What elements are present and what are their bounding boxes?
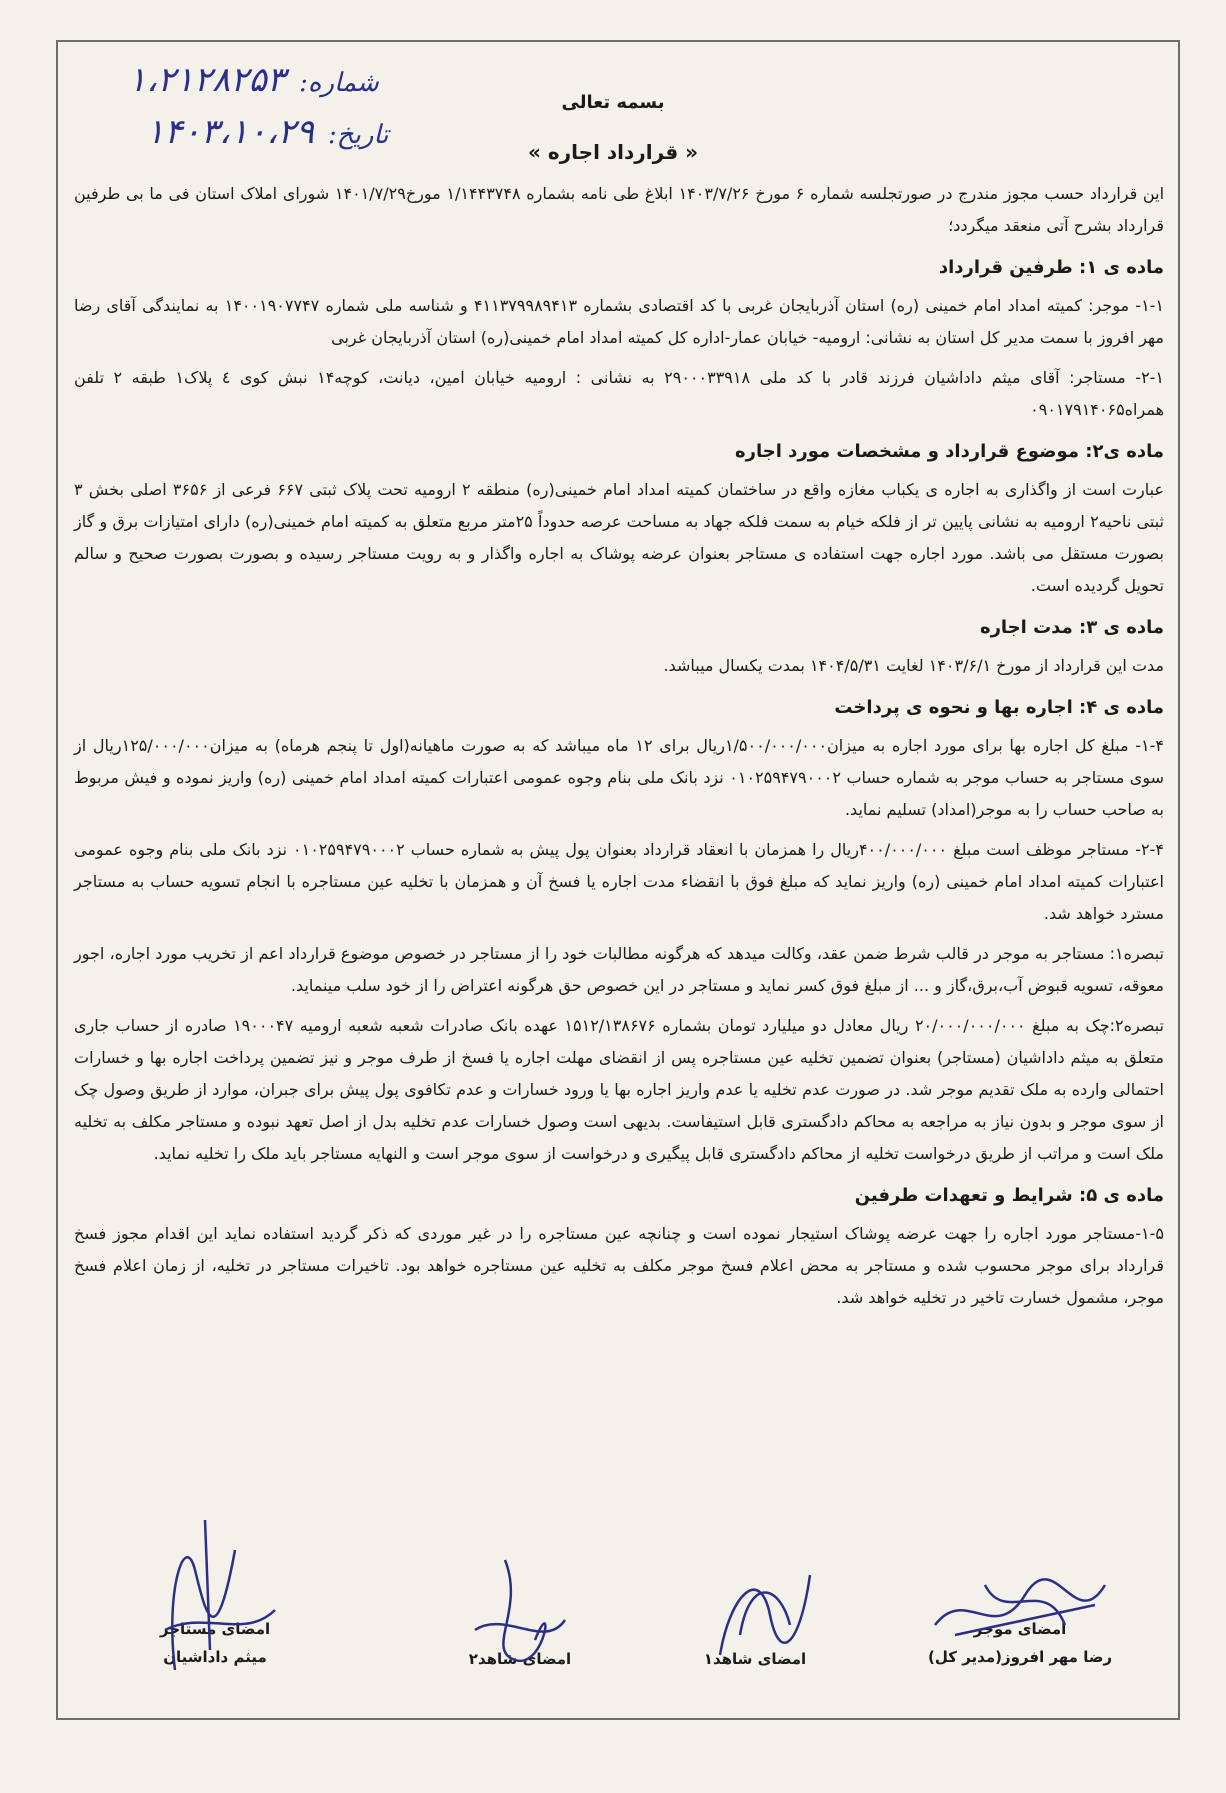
signature-scribble-icon — [700, 1555, 820, 1665]
paragraph: ۲-۱- مستاجر: آقای میثم داداشیان فرزند قادر با کد ملی ۲۹۰۰۰۳۳۹۱۸ به نشانی : ارومیه خیابان امین، دیانت، کوچه۱۴ نبش کوی ٤ پلاک۱ طبقه ۲ تلفن همراه۰۹۰۱۷۹۱۴۰۶۵ — [74, 368, 1165, 419]
paragraph: عبارت است از واگذاری به اجاره ی یکباب مغازه واقع در ساختمان کمیته امداد امام خمینی(ره) منطقه ۲ ارومیه تحت پلاک ثبتی ۶۶۷ فرعی از ۳۶۵۶ اصلی بخش ۳ ثبتی ناحیه۲ ارومیه به نشانی پایین تر از فلکه خیام به سمت فلکه جهاد به مساحت عرصه حدوداً ۲۵متر مربع متعلق به کمیته امام خمینی(ره) دارای امتیازات برق و گاز بصورت مستقل می باشد. مورد اجاره جهت استفاده ی مستاجر بعنوان عرضه پوشاک به اجاره واگذار و به رویت مستاجر رسیده و بصورت بصورت صحیح و سالم تحویل گردیده است. — [74, 480, 1165, 595]
paragraph: ۱-۴- مبلغ کل اجاره بها برای مورد اجاره به میزان۱/۵۰۰/۰۰۰/۰۰۰ریال برای ۱۲ ماه میباشد که به صورت ماهیانه(اول تا پنجم هرماه) به میزان۱۲۵/۰۰۰/۰۰۰ریال از سوی مستاجر به حساب موجر به شماره حساب ۰۱۰۲۵۹۴۷۹۰۰۰۲ نزد بانک ملی بنام وجوه عمومی اعتبارات کمیته امداد امام خمینی (ره) واریز نموده و فیش مربوط به صاحب حساب را به موجر(امداد) تسلیم نماید. — [74, 736, 1165, 819]
paragraph: مدت این قرارداد از مورخ ۱۴۰۳/۶/۱ لغایت ۱۴۰۴/۵/۳۱ بمدت یکسال میباشد. — [663, 656, 1164, 675]
lessor-signature — [920, 1620, 1120, 1666]
section-5 — [74, 1180, 1164, 1314]
section-title: ماده ی۲: موضوع قرارداد و مشخصات مورد اجاره — [734, 441, 1164, 462]
signature-label: امضای شاهد۲ — [468, 1650, 572, 1668]
section-2 — [74, 436, 1164, 602]
lessee-signature — [130, 1620, 300, 1666]
note-paragraph: تبصره۲:چک به مبلغ ۲۰/۰۰۰/۰۰۰/۰۰۰ ریال معادل دو میلیارد تومان بشماره ۱۵۱۲/۱۳۸۶۷۶ عهده بانک صادرات شعبه شعبه ارومیه ۱۹۰۰۰۴۷ صادره از حساب جاری متعلق به میثم داداشیان (مستاجر) بعنوان تضمین تخلیه عین مستاجره پس از انقضای مهلت اجاره یا فسخ از طرف موجر و نیز تضمین پرداخت اجاره بها و خسارات احتمالی وارده به ملک تقدیم موجر شد. در صورت عدم تخلیه یا عدم واریز اجاره بها یا ورود خسارات و عدم تکافوی پول پیش برای جبران، موارد از طریق وصول چک از سوی موجر و بدون نیاز به مراجعه به محاکم دادگستری قابل استیفاست. بدیهی است وصول خسارات عدم تخلیه بدل از اصل تعهد نبوده و مستاجر مکلف به تخلیه ملک است و مراتب از طریق درخواست تخلیه از محاکم دادگستری قابل پیگیری و درخواست از سوی موجر است و النهایه مستاجر باید ملک را تخلیه نماید. — [74, 1016, 1165, 1163]
signature-scribble-icon — [465, 1550, 575, 1670]
section-title: ماده ی ۱: طرفین قرارداد — [938, 257, 1164, 278]
contract-body — [74, 178, 1164, 1322]
paragraph: ۲-۴- مستاجر موظف است مبلغ ۴۰۰/۰۰۰/۰۰۰ریال را همزمان با انعقاد قرارداد بعنوان پول پیش به شماره حساب ۰۱۰۲۵۹۴۷۹۰۰۰۲ نزد بانک ملی بنام وجوه عمومی اعتبارات کمیته امداد امام خمینی (ره) واریز نماید که مبلغ فوق با انقضاء مدت اجاره یا فسخ آن و همزمان با تخلیه عین مستاجره با انجام تسویه حساب به مستاجر مسترد خواهد شد. — [74, 840, 1164, 923]
note-paragraph: تبصره۱: مستاجر به موجر در قالب شرط ضمن عقد، وکالت میدهد که هرگونه مطالبات خود را از مستاجر در خصوص موضوع قرارداد اعم از تخریب مورد اجاره، اجور معوقه، تسویه قبوض آب،برق،گاز و ... از مبلغ فوق کسر نماید و مستاجر در این خصوص حق هرگونه اعتراض را از خود سلب مینماید. — [74, 944, 1164, 995]
section-1 — [74, 252, 1164, 426]
witness1-signature — [680, 1650, 830, 1668]
invocation: بسمه تعالی — [561, 92, 665, 113]
date-label: تاریخ: — [328, 120, 389, 150]
paragraph: ۱-۱- موجر: کمیته امداد امام خمینی (ره) استان آذربایجان غربی با کد اقتصادی بشماره ۴۱۱۳۷۹۹۸۹۴۱۳ و شناسه ملی شماره ۱۴۰۰۱۹۰۷۷۴۷ به نمایندگی آقای رضا مهر افروز با سمت مدیر کل استان به نشانی: ارومیه- خیابان عمار-اداره کل کمیته امداد امام خمینی(ره) استان آذربایجان غربی — [74, 296, 1165, 347]
intro-paragraph: این قرارداد حسب مجوز مندرج در صورتجلسه شماره ۶ مورخ ۱۴۰۳/۷/۲۶ ابلاغ طی نامه بشماره ۱/۱۴۴۳۷۴۸ مورخ۱۴۰۱/۷/۲۹ شورای املاک استان فی ما بی طرفین قرارداد بشرح آتی منعقد میگردد؛ — [74, 184, 1165, 235]
section-4 — [74, 692, 1164, 1170]
signature-label: امضای مستاجر — [159, 1620, 271, 1638]
signer-name: رضا مهر افروز(مدیر کل) — [928, 1648, 1112, 1666]
section-title: ماده ی ۳: مدت اجاره — [979, 617, 1164, 638]
signature-block — [70, 1520, 1160, 1690]
section-title: ماده ی ۵: شرایط و تعهدات طرفین — [854, 1185, 1164, 1206]
signer-name: میثم داداشیان — [163, 1648, 267, 1666]
number-value: ۱،۲۱۲۸۲۵۳ — [128, 60, 286, 100]
page-title: « قرارداد اجاره » — [527, 140, 699, 164]
section-3 — [74, 612, 1164, 682]
signature-label: امضای موجر — [973, 1620, 1067, 1638]
signature-scribble-icon — [925, 1565, 1115, 1655]
section-title: ماده ی ۴: اجاره بها و نحوه ی پرداخت — [834, 697, 1164, 718]
signature-label: امضای شاهد۱ — [703, 1650, 807, 1668]
witness2-signature — [440, 1650, 600, 1668]
paragraph: ۱-۵-مستاجر مورد اجاره را جهت عرضه پوشاک استیجار نموده است و چنانچه عین مستاجره را در غیر موردی که ذکر گردید استفاده نماید این اقدام مجوز فسخ قرارداد برای موجر محسوب شده و مستاجر به محض اعلام فسخ موجر مکلف به تخلیه عین مستاجره خواهد بود. تاخیرات مستاجر در تخلیه، از زمان اعلام فسخ موجر، مشمول خسارت تاخیر در تخلیه خواهد شد. — [74, 1224, 1164, 1307]
date-value: ۱۴۰۳،۱۰،۲۹ — [146, 112, 315, 152]
signature-scribble-icon — [145, 1510, 285, 1670]
number-label: شماره: — [299, 68, 379, 98]
